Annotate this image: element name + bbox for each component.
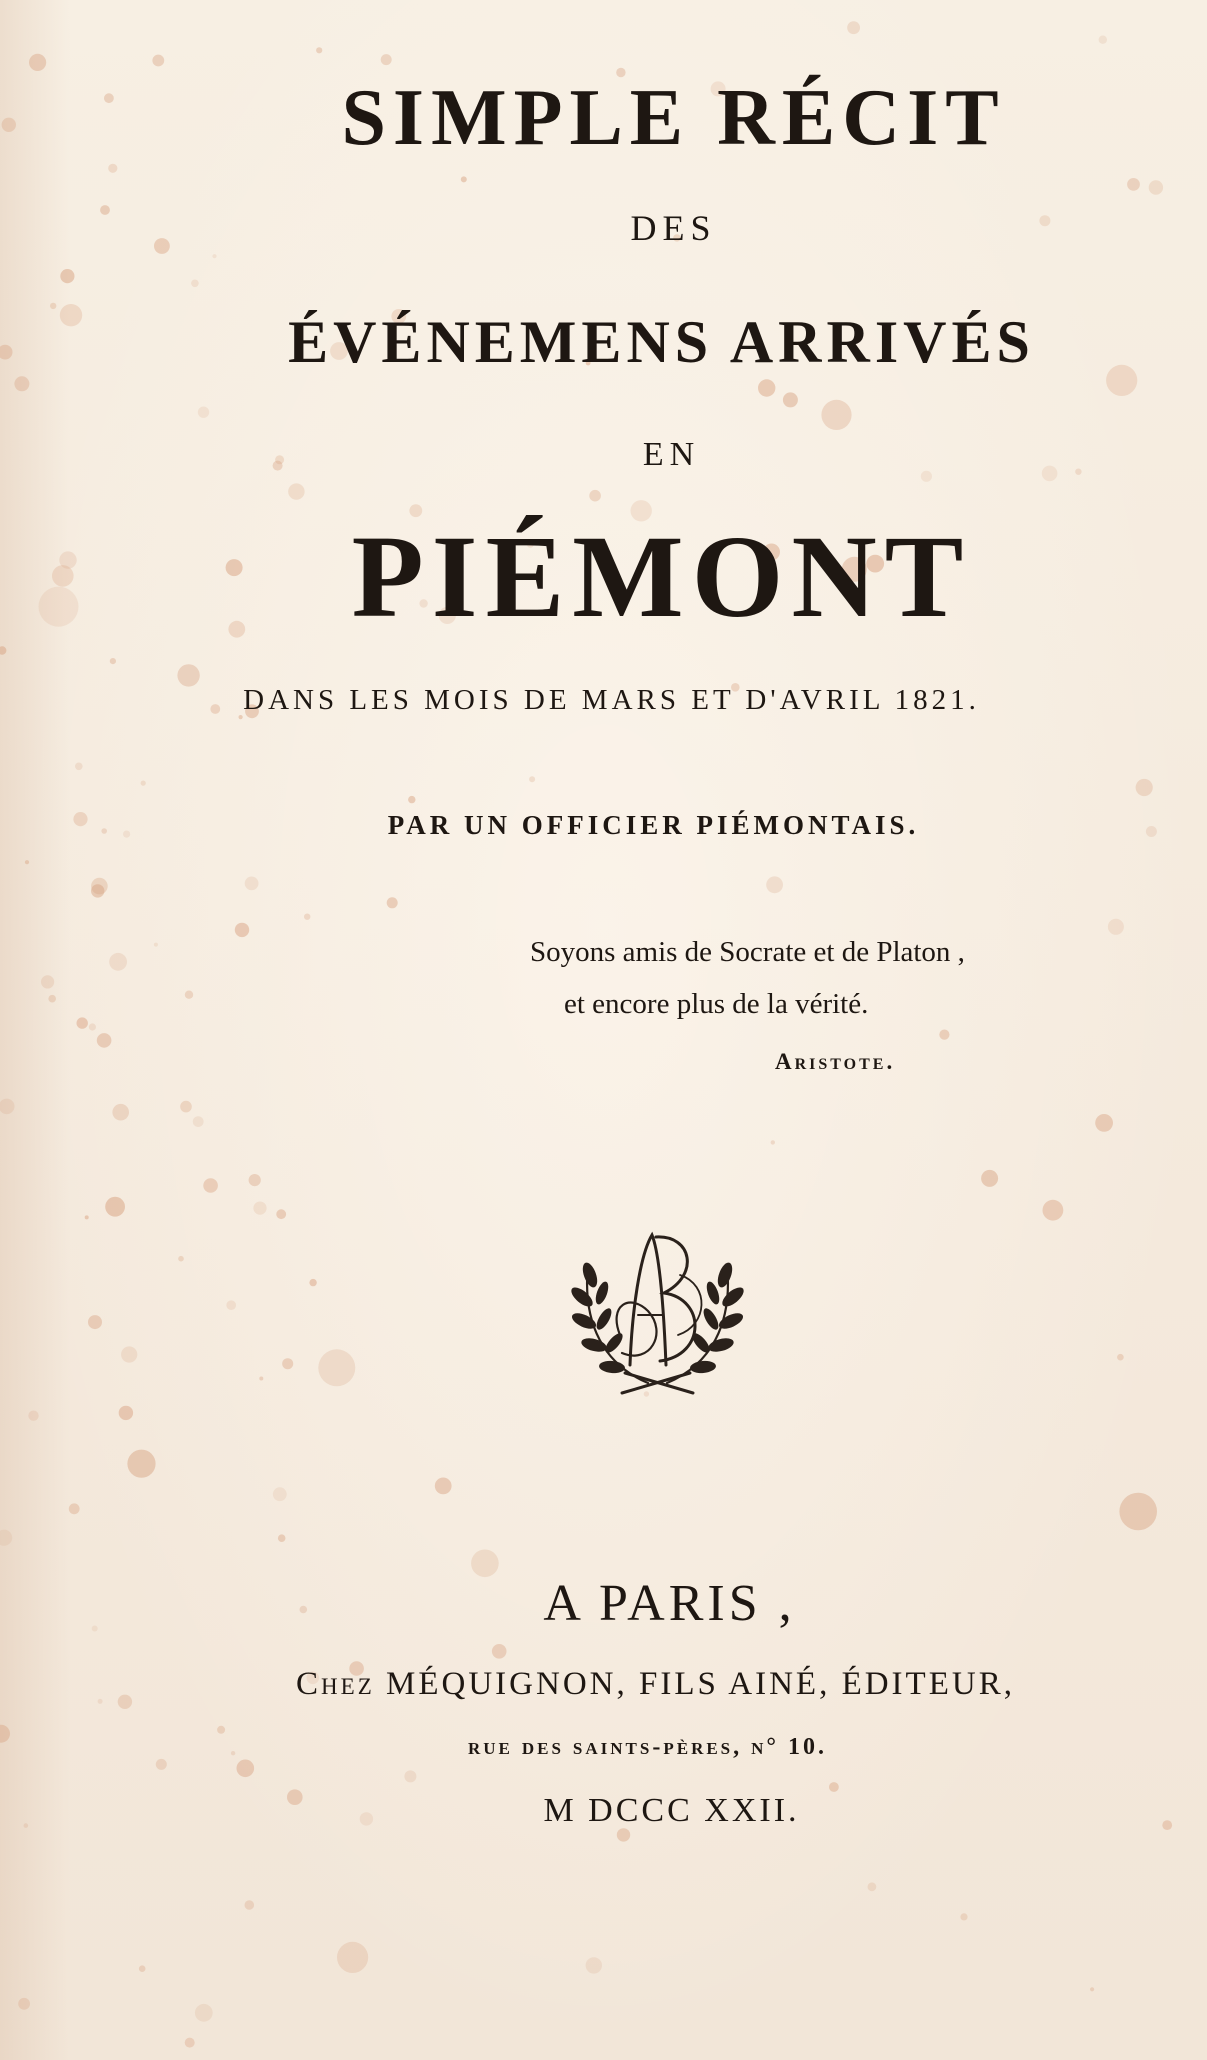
foxing-spot (203, 1178, 218, 1193)
foxing-spot (387, 897, 398, 908)
foxing-spot (24, 1823, 29, 1828)
foxing-spot (981, 1170, 998, 1187)
foxing-spot (435, 1478, 452, 1495)
foxing-spot (97, 1033, 112, 1048)
foxing-spot (492, 1644, 507, 1659)
foxing-spot (212, 254, 216, 258)
foxing-spot (185, 2038, 195, 2048)
foxing-spot (127, 1450, 155, 1478)
foxing-spot (245, 1900, 255, 1910)
foxing-spot (318, 1349, 355, 1386)
foxing-spot (1117, 1354, 1124, 1361)
foxing-spot (1119, 1493, 1157, 1531)
foxing-spot (1099, 36, 1107, 44)
foxing-spot (309, 1279, 316, 1286)
foxing-spot (0, 1725, 10, 1743)
foxing-spot (60, 269, 74, 283)
foxing-spot (48, 995, 56, 1003)
title-line-5: PIÉMONT (351, 511, 972, 642)
epigraph-line-2: et encore plus de la vérité. (564, 988, 869, 1020)
foxing-spot (154, 943, 158, 947)
foxing-spot (1136, 779, 1153, 796)
epigraph (530, 926, 1090, 1088)
foxing-spot (921, 471, 932, 482)
foxing-spot (18, 1998, 30, 2010)
foxing-spot (273, 1487, 287, 1501)
title-line-2: DES (630, 208, 717, 248)
foxing-spot (960, 1913, 967, 1920)
foxing-spot (180, 1101, 192, 1113)
foxing-spot (868, 1882, 877, 1891)
foxing-spot (121, 1346, 137, 1362)
foxing-spot (245, 877, 259, 891)
foxing-spot (152, 55, 164, 67)
foxing-spot (758, 379, 775, 396)
foxing-spot (237, 1760, 255, 1778)
foxing-spot (278, 1534, 286, 1542)
foxing-spot (110, 658, 116, 664)
foxing-spot (282, 1358, 293, 1369)
foxing-spot (249, 1174, 261, 1186)
foxing-spot (381, 54, 392, 65)
foxing-spot (408, 796, 415, 803)
foxing-spot (2, 118, 16, 132)
foxing-spot (109, 953, 127, 971)
foxing-spot (217, 1726, 225, 1734)
title-line-1: SIMPLE RÉCIT (341, 74, 1006, 162)
foxing-spot (0, 345, 13, 360)
foxing-spot (28, 1411, 38, 1421)
foxing-spot (276, 1209, 286, 1219)
foxing-spot (105, 1197, 125, 1217)
foxing-spot (1149, 180, 1163, 194)
foxing-spot (847, 21, 860, 34)
foxing-spot (141, 781, 146, 786)
title-line-4: EN (642, 436, 701, 473)
epigraph-attribution: Aristote. (775, 1049, 896, 1074)
foxing-spot (617, 1828, 630, 1841)
foxing-spot (771, 1140, 775, 1144)
foxing-spot (259, 1377, 263, 1381)
foxing-spot (185, 991, 193, 999)
imprint-city: A PARIS , (543, 1575, 796, 1632)
foxing-spot (77, 1017, 88, 1028)
foxing-spot (156, 1759, 167, 1770)
foxing-spot (75, 763, 83, 771)
foxing-spot (829, 1782, 839, 1792)
foxing-spot (0, 1530, 12, 1546)
foxing-spot (0, 646, 6, 654)
foxing-spot (404, 1770, 416, 1782)
foxing-spot (119, 1406, 133, 1420)
foxing-spot (304, 914, 310, 920)
foxing-spot (461, 176, 467, 182)
foxing-spot (1090, 1987, 1094, 1991)
foxing-spot (195, 2004, 213, 2022)
foxing-spot (69, 1503, 80, 1514)
author-line: PAR UN OFFICIER PIÉMONTAIS. (387, 810, 920, 840)
foxing-spot (139, 1965, 146, 1972)
foxing-spot (1108, 919, 1124, 935)
foxing-spot (108, 164, 117, 173)
foxing-spot (25, 860, 29, 864)
foxing-spot (1095, 1114, 1113, 1132)
foxing-spot (337, 1942, 368, 1973)
foxing-spot (471, 1550, 499, 1578)
foxing-spot (239, 715, 243, 719)
foxing-spot (1043, 1200, 1064, 1221)
foxing-spot (235, 923, 249, 937)
foxing-spot (766, 876, 783, 893)
foxing-spot (41, 975, 54, 988)
foxing-spot (177, 664, 199, 686)
foxing-spot (253, 1202, 266, 1215)
foxing-spot (783, 392, 798, 407)
foxing-spot (193, 1116, 204, 1127)
foxing-spot (821, 400, 851, 430)
foxing-spot (14, 376, 29, 391)
title-line-3: ÉVÉNEMENS ARRIVÉS (288, 309, 1035, 375)
foxing-spot (178, 1256, 184, 1262)
imprint-address: rue des saints-pères, n° 10. (467, 1734, 828, 1760)
foxing-spot (198, 407, 209, 418)
foxing-spot (50, 303, 56, 309)
monogram-wreath-vignette (560, 1215, 755, 1405)
foxing-spot (88, 1315, 102, 1329)
foxing-spot (191, 280, 199, 288)
foxing-spot (89, 1023, 96, 1030)
foxing-spot (0, 1099, 15, 1115)
foxing-spot (589, 490, 601, 502)
foxing-spot (529, 776, 535, 782)
foxing-spot (1127, 178, 1140, 191)
subtitle: DANS LES MOIS DE MARS ET D'AVRIL 1821. (243, 684, 980, 716)
foxing-spot (316, 47, 322, 53)
foxing-spot (112, 1104, 129, 1121)
imprint-year: M DCCC XXII. (543, 1792, 800, 1829)
foxing-spot (91, 878, 108, 895)
foxing-spot (226, 1300, 236, 1310)
foxing-spot (586, 1957, 602, 1973)
foxing-spot (288, 483, 304, 499)
foxing-spot (29, 54, 46, 71)
epigraph-line-1: Soyons amis de Socrate et de Platon , (530, 936, 965, 968)
imprint-publisher: Chez MÉQUIGNON, FILS AINÉ, ÉDITEUR, (296, 1666, 1015, 1702)
foxing-spot (85, 1215, 89, 1219)
